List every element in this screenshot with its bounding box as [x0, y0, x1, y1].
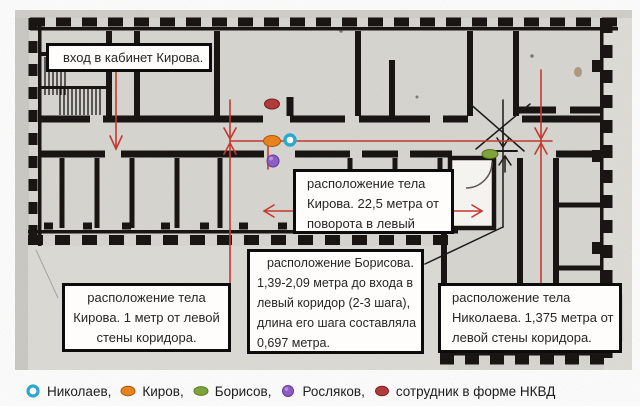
callout-borisov-position: [247, 249, 424, 354]
legend-item-nkvd-officer: [373, 383, 556, 399]
callout-text-line: Кирова. 1 метр от левой: [73, 310, 220, 325]
legend-item-borisov: [192, 383, 272, 399]
legend-label: Киров,: [142, 383, 184, 399]
callout-text-line: расположение тела: [452, 290, 571, 305]
callout-kirov-body-distance: [293, 169, 454, 234]
nikolaev-marker: [285, 135, 295, 145]
borisov-legend-marker-icon: [192, 383, 210, 399]
callout-text-line: расположение тела: [87, 290, 206, 305]
borisov-marker: [482, 150, 498, 159]
callout-text-line: вход в кабинет Кирова.: [63, 50, 204, 65]
callout-text-line: левый коридор (2-3 шага),: [257, 296, 411, 310]
callout-text-line: 0,697 метра.: [257, 336, 330, 350]
kirov-legend-marker-icon: [119, 383, 137, 399]
callout-kirov-body-wall-offset: [62, 283, 231, 352]
kirov-marker: [264, 136, 281, 147]
callout-nikolaev-body-position: [438, 283, 622, 353]
callout-text-line: стены коридора.: [96, 330, 197, 345]
roslyakov-legend-marker-icon: [279, 383, 297, 399]
callout-text-line: расположение Борисова.: [267, 256, 414, 270]
legend: [0, 377, 640, 405]
callout-text-line: длина его шага составляла: [257, 316, 417, 330]
legend-item-roslyakov: [279, 383, 364, 399]
legend-label: Росляков,: [302, 383, 365, 399]
wall-top: [30, 27, 618, 31]
legend-label: Борисов,: [214, 383, 272, 399]
stair-wall-b: [40, 86, 106, 89]
nkvd-officer-marker: [265, 99, 280, 109]
callout-text-line: левой стены коридора.: [452, 330, 592, 345]
callout-kirov-office-entrance: [46, 43, 212, 72]
legend-item-nikolaev: [24, 383, 111, 399]
nikolaev-legend-marker-icon: [24, 383, 42, 399]
callout-text-line: 1,39-2,09 метра до входа в: [257, 276, 414, 290]
legend-label: Николаев,: [47, 383, 112, 399]
roslyakov-marker: [267, 155, 279, 167]
legend-label: сотрудник в форме НКВД: [395, 383, 556, 399]
nkvd-legend-marker-icon: [373, 383, 391, 399]
roslyakov-marker-highlight: [269, 157, 273, 161]
callout-text-line: Кирова. 22,5 метра от: [307, 196, 440, 211]
legend-item-kirov: [119, 383, 183, 399]
callout-text-line: поворота в левый: [307, 216, 415, 231]
callout-text-line: Николаева. 1,375 метра от: [452, 310, 614, 325]
callout-text-line: расположение тела: [307, 176, 426, 191]
